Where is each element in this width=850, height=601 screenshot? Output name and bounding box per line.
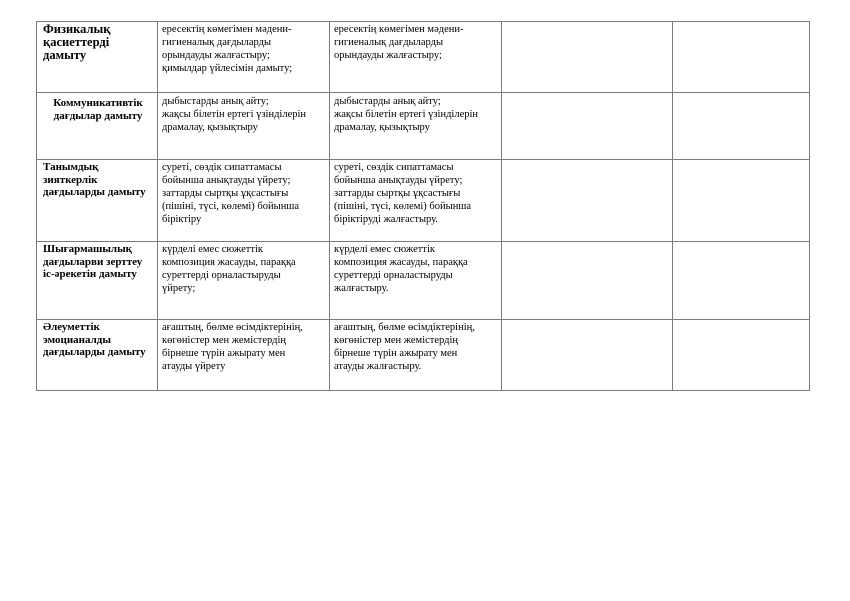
- empty-cell: [502, 93, 673, 160]
- empty-cell: [502, 160, 673, 242]
- table-row: [37, 22, 810, 93]
- empty-cell: [673, 93, 810, 160]
- content-cell: күрделі емес сюжеттік композиция жасауды, параққа суреттерді орналастыруды жалғастыру.: [330, 242, 502, 320]
- content-cell: ересектің көмегімен мәдени- гигиеналық дағдыларды орындауды жалғастыру; қимылдар үйлесімін дамыту;: [158, 22, 330, 93]
- content-cell: ағаштың, бөлме өсімдіктерінің, көгөністер мен жемістердің бірнеше түрін ажырату мен атауды үйрету: [158, 320, 330, 391]
- area-cell: Танымдық зияткерлік дағдыларды дамыту: [37, 160, 158, 242]
- content-cell: дыбыстарды анық айту; жақсы білетін ертегі үзінділерін драмалау, қызықтыру: [158, 93, 330, 160]
- empty-cell: [673, 22, 810, 93]
- content-cell: суреті, сөздік сипаттамасы бойынша анықтауды үйрету; заттарды сыртқы ұқсастығы (пішіні, түсі, көлемі) бойынша біріктіру: [158, 160, 330, 242]
- content-cell: суреті, сөздік сипаттамасы бойынша анықтауды үйрету; заттарды сыртқы ұқсастығы (пішіні, түсі, көлемі) бойынша біріктіруді жалғастыру.: [330, 160, 502, 242]
- table-row: [37, 160, 810, 242]
- content-cell: ағаштың, бөлме өсімдіктерінің, көгөністер мен жемістердің бірнеше түрін ажырату мен атауды жалғастыру.: [330, 320, 502, 391]
- empty-cell: [502, 242, 673, 320]
- empty-cell: [502, 320, 673, 391]
- area-cell: Әлеуметтік эмоцианалды дағдыларды дамыту: [37, 320, 158, 391]
- development-plan-table: [36, 21, 810, 391]
- content-cell: ересектің көмегімен мәдени- гигиеналық дағдыларды орындауды жалғастыру;: [330, 22, 502, 93]
- area-cell: Шығармашылық дағдыларви зерттеу іс-әрекетін дамыту: [37, 242, 158, 320]
- content-cell: дыбыстарды анық айту; жақсы білетін ертегі үзінділерін драмалау, қызықтыру: [330, 93, 502, 160]
- table-row: [37, 320, 810, 391]
- area-cell: Физикалық қасиеттерді дамыту: [37, 22, 158, 93]
- table-row: [37, 242, 810, 320]
- table-row: [37, 93, 810, 160]
- empty-cell: [673, 160, 810, 242]
- empty-cell: [673, 320, 810, 391]
- empty-cell: [502, 22, 673, 93]
- content-cell: күрделі емес сюжеттік композиция жасауды, параққа суреттерді орналастыруды үйрету;: [158, 242, 330, 320]
- area-cell: Коммуникативтік дағдылар дамыту: [37, 93, 158, 160]
- empty-cell: [673, 242, 810, 320]
